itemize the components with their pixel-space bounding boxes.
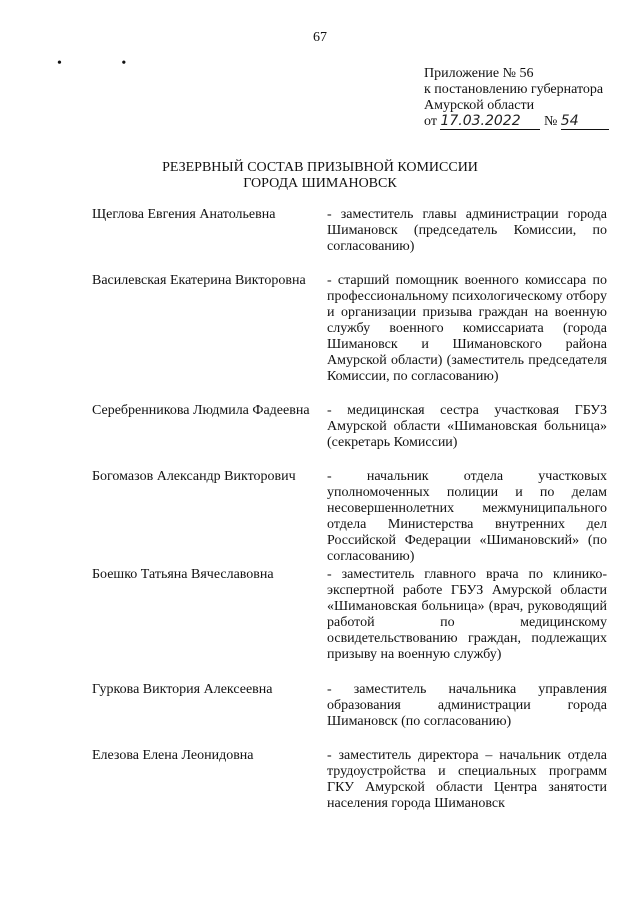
member-name: Боешко Татьяна Вячеславовна [92,567,274,582]
member-row [92,567,607,663]
appendix-line-2: к постановлению губернатора [424,82,604,97]
member-name: Гуркова Виктория Алексеевна [92,682,273,697]
member-role: - начальник отдела участковых уполномоченных полиции и по делам несовершеннолетних межмуниципального отдела Министерства внутренних дел Российской Федерации «Шимановский» (по согласованию) [327,469,607,564]
date-field [440,114,540,130]
number-field [561,114,609,130]
member-row [92,682,607,730]
member-row [92,207,607,255]
header-dots: • • [57,56,155,71]
number-value: 54 [560,113,579,129]
member-role: - заместитель директора – начальник отдела трудоустройства и специальных программ ГКУ Амурской области Центра занятости населения города Шимановск [327,748,607,811]
number-prefix: № [543,114,558,129]
page-number: 67 [313,30,327,45]
member-row [92,469,607,565]
member-name: Василевская Екатерина Викторовна [92,273,306,288]
member-role: - заместитель начальника управления образования администрации города Шимановск (по согласованию) [327,682,607,729]
member-role: - заместитель главы администрации города Шимановск (председатель Комиссии, по согласованию) [327,207,607,254]
date-value: 17.03.2022 [440,113,521,129]
member-name: Серебренникова Людмила Фадеевна [92,403,310,418]
member-row [92,403,607,451]
title-line-2: ГОРОДА ШИМАНОВСК [243,176,397,191]
member-role: - медицинская сестра участковая ГБУЗ Амурской области «Шимановская больница» (секретарь Комиссии) [327,403,607,450]
member-name: Щеглова Евгения Анатольевна [92,207,276,222]
member-name: Богомазов Александр Викторович [92,469,296,484]
appendix-line-1: Приложение № 56 [424,66,534,81]
member-name: Елезова Елена Леонидовна [92,748,254,763]
document-title [0,160,640,192]
member-role: - заместитель главного врача по клинико-экспертной работе ГБУЗ Амурской области «Шимановская больница» (врач, руководящий работой по медицинскому освидетельствованию граждан, подлежащих призыву на военную службу) [327,567,607,662]
title-line-1: РЕЗЕРВНЫЙ СОСТАВ ПРИЗЫВНОЙ КОМИССИИ [162,160,478,175]
member-row [92,748,607,812]
date-prefix: от [424,114,437,129]
member-row [92,273,607,385]
appendix-date-line [424,114,609,130]
appendix-block [424,66,609,130]
member-role: - старший помощник военного комиссара по профессиональному психологическому отбору и организации призыва граждан на военную службу военного комиссариата (города Шимановск и Шимановского района Амурской области) (заместитель председателя Комиссии, по согласованию) [327,273,607,384]
appendix-line-3: Амурской области [424,98,535,113]
